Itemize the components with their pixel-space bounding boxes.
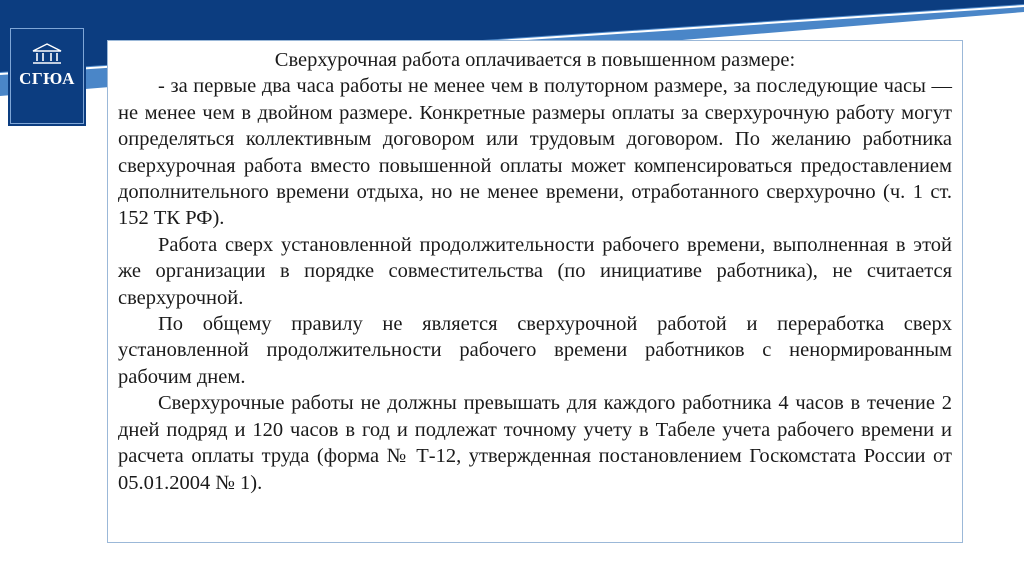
paragraph-irregular-hours: По общему правилу не является сверхурочной работой и переработка сверх установленной продолжительности рабочего времени работников с ненормированным рабочим днем. <box>118 313 952 388</box>
content-heading: Сверхурочная работа оплачивается в повышенном размере: <box>274 49 796 71</box>
logo-text: СГЮА <box>19 69 75 88</box>
body-text <box>118 47 952 496</box>
paragraph-pay-rates: - за первые два часа работы не менее чем в полуторном размере, за последующие часы — не менее чем в двойном размере. Конкретные размеры оплаты за сверхурочную работу могут определяться коллективным договором или трудовым договором. По желанию работника сверхурочная работа вместо повышенной оплаты может компенсироваться предоставлением дополнительного времени отдыха, но не менее времени, отработанного сверхурочно (ч. 1 ст. 152 ТК РФ). <box>118 75 952 230</box>
content-frame <box>107 40 963 543</box>
logo <box>10 28 84 124</box>
building-columns-icon <box>31 43 63 65</box>
paragraph-limits: Сверхурочные работы не должны превышать для каждого работника 4 часов в течение 2 дней подряд и 120 часов в год и подлежат точному учету в Табеле учета рабочего времени и расчета оплаты труда (форма № Т-12, утвержденная постановлением Госкомстата России от 05.01.2004 № 1). <box>118 392 952 494</box>
paragraph-part-time: Работа сверх установленной продолжительности рабочего времени, выполненная в этой же организации в порядке совместительства (по инициативе работника), не считается сверхурочной. <box>118 233 952 309</box>
